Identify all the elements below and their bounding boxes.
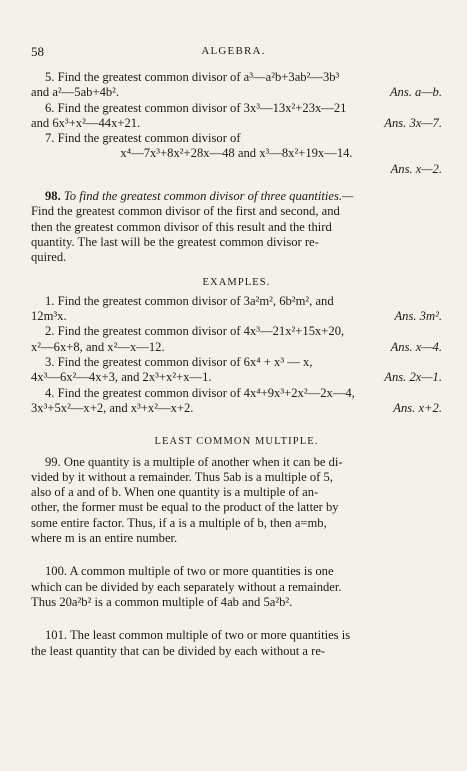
lcm-heading: LEAST COMMON MULTIPLE.: [154, 436, 319, 448]
section-101-line-2: the least quantity that can be divided by each without a re-: [31, 643, 326, 658]
example-3-answer: Ans. 2x—1.: [384, 370, 442, 385]
section-100-line-1: 100. A common multiple of two or more quantities is one: [45, 564, 334, 579]
page-header: [31, 44, 436, 60]
section-99-line-5: some entire factor. Thus, if a is a multiple of b, then a=mb,: [31, 515, 327, 530]
example-1: 1. Find the greatest common divisor of 3a²m², 6b²m², and: [45, 293, 334, 308]
example-2-answer: Ans. x—4.: [390, 339, 442, 354]
example-4-line2: 3x³+5x²—x+2, and x³+x²—x+2. Ans. x+2.: [31, 400, 442, 415]
section-98-line-1: Find the greatest common divisor of the first and second, and: [31, 204, 340, 219]
example-2-line2: x²—6x+8, and x²—x—12. Ans. x—4.: [31, 339, 442, 354]
section-98-line-2: then the greatest common divisor of this result and the third: [31, 219, 332, 234]
page-number: 58: [31, 44, 44, 59]
section-101-line-1: 101. The least common multiple of two or more quantities is: [45, 628, 351, 643]
example-2: 2. Find the greatest common divisor of 4x³—21x²+15x+20,: [45, 324, 345, 339]
example-3: 3. Find the greatest common divisor of 6x⁴ + x³ — x,: [45, 355, 313, 370]
section-99-line-1: 99. One quantity is a multiple of another when it can be di-: [45, 454, 343, 469]
example-4-answer: Ans. x+2.: [393, 400, 442, 415]
examples-heading: EXAMPLES.: [202, 276, 271, 288]
example-7-answer: Ans. x—2.: [390, 161, 442, 176]
example-6-line2: and 6x³+x²—44x+21. Ans. 3x—7.: [31, 115, 442, 130]
example-3-line2: 4x³—6x²—4x+3, and 2x³+x²+x—1. Ans. 2x—1.: [31, 370, 442, 385]
example-5: 5. Find the greatest common divisor of a³—a²b+3ab²—3b³: [45, 70, 340, 84]
example-6: 6. Find the greatest common divisor of 3x³—13x²+23x—21: [45, 100, 347, 115]
example-7: 7. Find the greatest common divisor of: [45, 131, 241, 146]
section-98-title: To find the greatest common divisor of three quantities.—: [63, 189, 354, 204]
running-head: ALGEBRA.: [201, 45, 266, 57]
section-98-heading: 98. To find the greatest common divisor of three quantities.—: [45, 189, 354, 204]
section-98-line-3: quantity. The last will be the greatest common divisor re-: [31, 234, 319, 249]
section-100-line-2: which can be divided by each separately without a remainder.: [31, 579, 342, 594]
section-98-line-4: quired.: [31, 250, 67, 265]
section-99-line-6: where m is an entire number.: [31, 531, 178, 546]
section-99-line-2: vided by it without a remainder. Thus 5ab is a multiple of 5,: [31, 469, 333, 484]
section-99-line-4: other, the former must be equal to the product of the latter by: [31, 500, 339, 515]
example-7-line2: x⁴—7x³+8x²+28x—48 and x³—8x²+19x—14.: [120, 146, 353, 161]
example-4: 4. Find the greatest common divisor of 4x⁴+9x³+2x²—2x—4,: [45, 385, 355, 400]
example-1-answer: Ans. 3m².: [394, 309, 442, 324]
example-6-answer: Ans. 3x—7.: [384, 115, 442, 130]
section-100-line-3: Thus 20a²b² is a common multiple of 4ab and 5a²b².: [31, 594, 293, 609]
example-5-line2: and a²—5ab+4b². Ans. a—b.: [31, 85, 442, 100]
example-5-answer: Ans. a—b.: [389, 85, 442, 100]
page-body: [31, 70, 442, 659]
example-1-line2: 12m³x. Ans. 3m².: [31, 309, 442, 324]
section-99-line-3: also of a and of b. When one quantity is a multiple of an-: [31, 485, 319, 500]
